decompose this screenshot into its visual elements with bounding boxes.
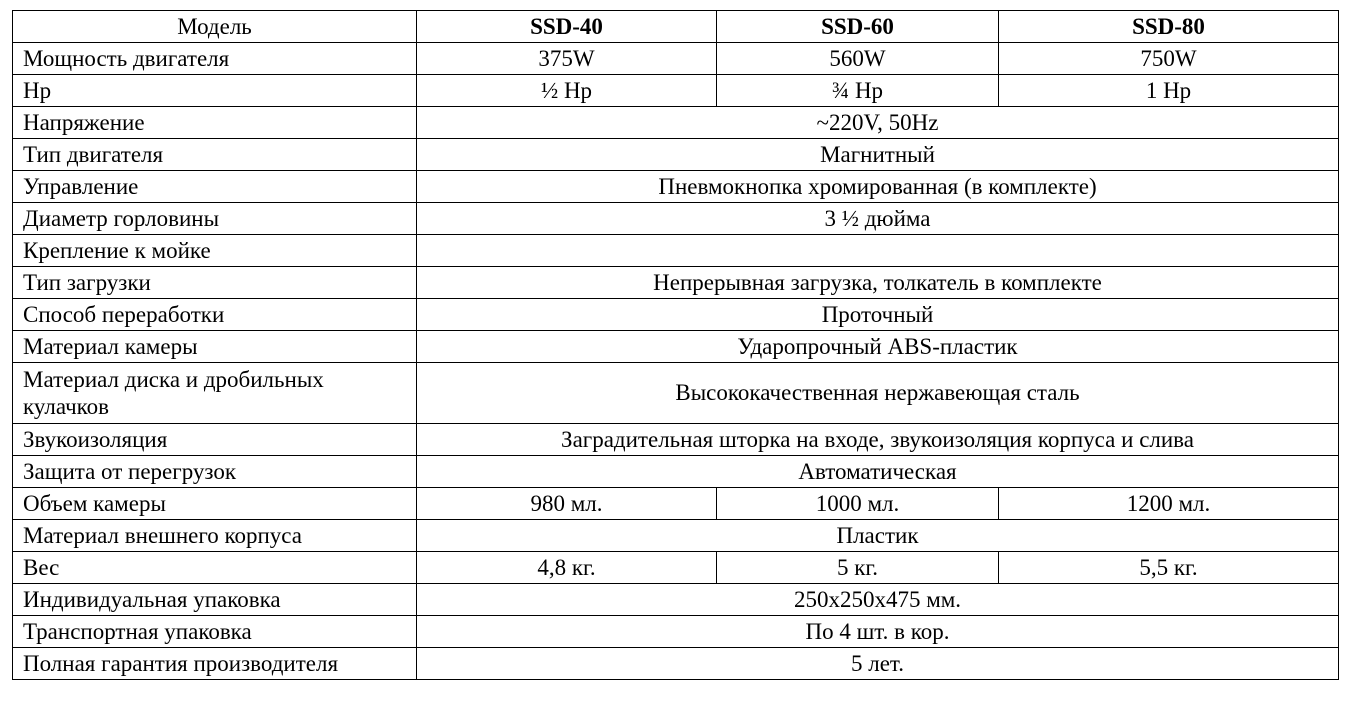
row-label: Материал камеры [13,331,417,363]
row-value-ssd-40: 980 мл. [417,488,717,520]
table-row [13,235,1339,267]
row-value-shared: Автоматическая [417,456,1339,488]
row-label: Индивидуальная упаковка [13,584,417,616]
row-value-ssd-80: 750W [999,43,1339,75]
row-label: Звукоизоляция [13,424,417,456]
row-value-ssd-40: ½ Hp [417,75,717,107]
row-label: Транспортная упаковка [13,616,417,648]
table-row [13,616,1339,648]
row-value-shared: 5 лет. [417,648,1339,680]
row-value-shared: Пластик [417,520,1339,552]
row-label: Напряжение [13,107,417,139]
row-label: Диаметр горловины [13,203,417,235]
table-row [13,107,1339,139]
table-row [13,75,1339,107]
row-value-shared: 3 ½ дюйма [417,203,1339,235]
table-row [13,363,1339,424]
row-value-ssd-40: 4,8 кг. [417,552,717,584]
header-model-label: Модель [13,11,417,43]
row-value-shared: Ударопрочный ABS-пластик [417,331,1339,363]
row-label: Защита от перегрузок [13,456,417,488]
row-label: Мощность двигателя [13,43,417,75]
row-label: Объем камеры [13,488,417,520]
table-row [13,456,1339,488]
row-label: Вес [13,552,417,584]
table-row [13,424,1339,456]
row-label: Крепление к мойке [13,235,417,267]
row-label: Hp [13,75,417,107]
header-row [13,11,1339,43]
header-model-ssd-80: SSD-80 [999,11,1339,43]
header-model-ssd-40: SSD-40 [417,11,717,43]
row-value-ssd-40: 375W [417,43,717,75]
row-label: Тип загрузки [13,267,417,299]
row-value-shared: 250x250x475 мм. [417,584,1339,616]
row-label: Материал диска и дробильных кулачков [13,363,417,424]
row-label: Тип двигателя [13,139,417,171]
row-value-ssd-60: ¾ Hp [717,75,999,107]
table-row [13,267,1339,299]
header-model-ssd-60: SSD-60 [717,11,999,43]
table-row [13,584,1339,616]
table-row [13,299,1339,331]
row-value-ssd-60: 5 кг. [717,552,999,584]
row-value-shared: Заградительная шторка на входе, звукоизоляция корпуса и слива [417,424,1339,456]
row-value-ssd-80: 1 Hp [999,75,1339,107]
row-value-ssd-60: 560W [717,43,999,75]
row-value-shared: По 4 шт. в кор. [417,616,1339,648]
row-value-shared: ~220V, 50Hz [417,107,1339,139]
table-row [13,203,1339,235]
row-value-shared: Проточный [417,299,1339,331]
row-label: Материал внешнего корпуса [13,520,417,552]
table-row [13,139,1339,171]
table-row [13,552,1339,584]
table-row [13,488,1339,520]
table-row [13,43,1339,75]
row-value-ssd-60: 1000 мл. [717,488,999,520]
row-label: Способ переработки [13,299,417,331]
row-value-shared: Высококачественная нержавеющая сталь [417,363,1339,424]
row-value-ssd-80: 1200 мл. [999,488,1339,520]
row-label: Управление [13,171,417,203]
table-row [13,171,1339,203]
row-value-ssd-80: 5,5 кг. [999,552,1339,584]
table-row [13,520,1339,552]
row-value-shared: Непрерывная загрузка, толкатель в комплекте [417,267,1339,299]
row-value-shared [417,235,1339,267]
row-value-shared: Магнитный [417,139,1339,171]
spec-table [12,10,1339,680]
row-value-shared: Пневмокнопка хромированная (в комплекте) [417,171,1339,203]
table-row [13,648,1339,680]
row-label: Полная гарантия производителя [13,648,417,680]
table-row [13,331,1339,363]
